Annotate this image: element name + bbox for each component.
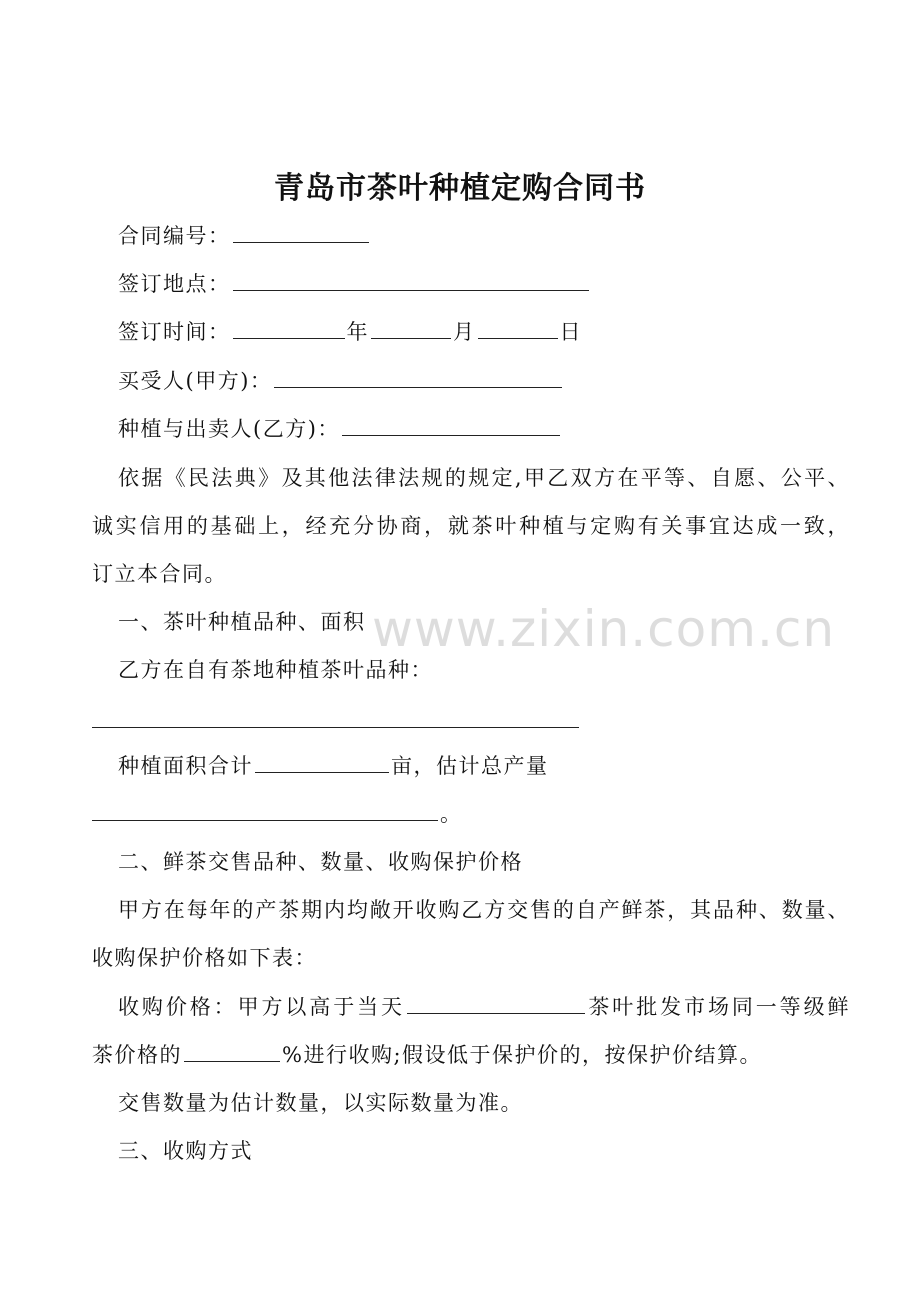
sign-year-blank[interactable] (233, 318, 345, 339)
sign-place-label: 签订地点： (118, 272, 231, 296)
section-1-heading: 一、茶叶种植品种、面积 (118, 610, 366, 634)
section-2-para-line-2: 收购保护价格如下表： (92, 946, 317, 970)
percent-blank[interactable] (184, 1041, 280, 1062)
seller-line (118, 414, 850, 444)
price-line-2-suffix: %进行收购;假设低于保护价的，按保护价结算。 (282, 1043, 763, 1067)
price-mid: 茶叶批发市场同一等级鲜 (586, 995, 851, 1019)
section-2-para-line-1: 甲方在每年的产茶期内均敞开收购乙方交售的自产鲜茶，其品种、数量、 (118, 898, 850, 922)
market-blank[interactable] (407, 993, 585, 1014)
price-prefix: 收购价格：甲方以高于当天 (118, 995, 405, 1019)
intro-line-2: 诚实信用的基础上，经充分协商，就茶叶种植与定购有关事宜达成一致， (92, 514, 850, 538)
section-2-heading: 二、鲜茶交售品种、数量、收购保护价格 (118, 850, 523, 874)
sign-day-blank[interactable] (478, 318, 558, 339)
area-line (118, 751, 850, 781)
area-prefix: 种植面积合计 (118, 754, 253, 778)
month-label: 月 (453, 320, 476, 344)
sign-month-blank[interactable] (371, 318, 451, 339)
quantity-note: 交售数量为估计数量，以实际数量为准。 (118, 1091, 523, 1115)
intro-line-1: 依据《民法典》及其他法律法规的规定,甲乙双方在平等、自愿、公平、 (118, 466, 850, 490)
price-line-2 (92, 1040, 850, 1070)
sign-time-label: 签订时间： (118, 320, 231, 344)
buyer-line (118, 366, 850, 396)
sign-time-line (118, 317, 850, 347)
yield-end-mark: 。 (440, 802, 463, 826)
yield-blank[interactable] (92, 800, 438, 821)
seller-label: 种植与出卖人(乙方)： (118, 417, 340, 441)
document-title: 青岛市茶叶种植定购合同书 (274, 171, 646, 206)
buyer-blank[interactable] (274, 367, 562, 388)
intro-line-3: 订立本合同。 (92, 562, 227, 586)
seller-blank[interactable] (342, 415, 560, 436)
day-label: 日 (559, 320, 582, 344)
price-line-1 (118, 992, 850, 1022)
buyer-label: 买受人(甲方)： (118, 369, 273, 393)
contract-number-label: 合同编号： (118, 224, 231, 248)
section-3-heading: 三、收购方式 (118, 1139, 253, 1163)
year-label: 年 (346, 320, 369, 344)
variety-blank[interactable] (92, 727, 579, 728)
price-line-2-prefix: 茶价格的 (92, 1043, 182, 1067)
area-blank[interactable] (255, 752, 389, 773)
contract-number-line (118, 221, 850, 251)
sign-place-line (118, 269, 850, 299)
yield-line (92, 799, 850, 829)
sign-place-blank[interactable] (233, 270, 589, 291)
variety-label: 乙方在自有茶地种植茶叶品种： (118, 658, 433, 682)
area-suffix: 亩，估计总产量 (391, 754, 549, 778)
watermark: www.zixin.com.cn (372, 600, 836, 658)
contract-number-blank[interactable] (233, 222, 369, 243)
